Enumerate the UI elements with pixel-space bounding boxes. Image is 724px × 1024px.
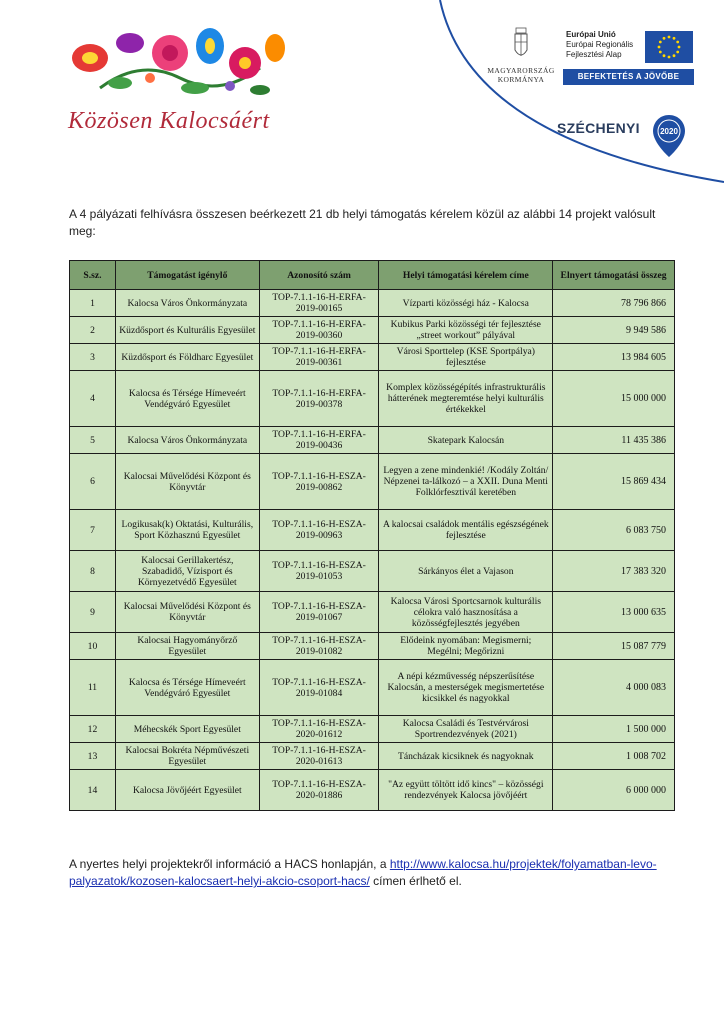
cell-id: TOP-7.1.1-16-H-ERFA-2019-00165: [259, 290, 379, 317]
cell-applicant: Küzdősport és Földharc Egyesület: [115, 344, 259, 371]
cell-number: 13: [70, 743, 116, 770]
table-row: [70, 344, 675, 371]
cell-id: TOP-7.1.1-16-H-ERFA-2019-00361: [259, 344, 379, 371]
cell-amount: 15 869 434: [553, 454, 675, 510]
intro-paragraph: A 4 pályázati felhívásra összesen beérkezett 21 db helyi támogatás kérelem közül az alábbi 14 projekt valósult meg:: [69, 207, 656, 238]
cell-title: Városi Sporttelep (KSE Sportpálya) fejlesztése: [379, 344, 553, 371]
cell-amount: 13 000 635: [553, 592, 675, 633]
header-number: S.sz.: [70, 261, 116, 290]
cell-number: 4: [70, 371, 116, 427]
cell-title: A kalocsai családok mentális egészségének fejlesztése: [379, 510, 553, 551]
eu-flag-icon: [645, 31, 693, 63]
hacs-website-link[interactable]: http://www.kalocsa.hu/projektek/folyamatban-levo-palyazatok/kozosen-kalocsaert-helyi-akcio-csoport-hacs/: [69, 857, 657, 888]
cell-amount: 78 796 866: [553, 290, 675, 317]
cell-id: TOP-7.1.1-16-H-ESZA-2019-01084: [259, 660, 379, 716]
table-header-row: [70, 261, 675, 290]
table-row: [70, 592, 675, 633]
cell-applicant: Kalocsai Művelődési Központ és Könyvtár: [115, 592, 259, 633]
cell-number: 8: [70, 551, 116, 592]
cell-number: 1: [70, 290, 116, 317]
cell-amount: 11 435 386: [553, 427, 675, 454]
cell-applicant: Kalocsai Hagyományőrző Egyesület: [115, 633, 259, 660]
cell-number: 3: [70, 344, 116, 371]
cell-applicant: Kalocsai Művelődési Központ és Könyvtár: [115, 454, 259, 510]
eu-line-1: Európai Unió: [566, 30, 616, 39]
table-row: [70, 371, 675, 427]
cell-id: TOP-7.1.1-16-H-ERFA-2019-00436: [259, 427, 379, 454]
cell-amount: 9 949 586: [553, 317, 675, 344]
table-row: [70, 510, 675, 551]
cell-amount: 6 083 750: [553, 510, 675, 551]
cell-id: TOP-7.1.1-16-H-ERFA-2019-00378: [259, 371, 379, 427]
outro-paragraph: [69, 856, 669, 890]
cell-applicant: Kalocsa és Térsége Hímeveért Vendégváró Egyesület: [115, 660, 259, 716]
cell-applicant: Kalocsai Bokréta Népművészeti Egyesület: [115, 743, 259, 770]
cell-applicant: Kalocsa Város Önkormányzata: [115, 427, 259, 454]
header-title: Helyi támogatási kérelem címe: [379, 261, 553, 290]
table-row: [70, 317, 675, 344]
cell-amount: 17 383 320: [553, 551, 675, 592]
cell-id: TOP-7.1.1-16-H-ESZA-2019-01082: [259, 633, 379, 660]
cell-amount: 15 000 000: [553, 371, 675, 427]
cell-number: 12: [70, 716, 116, 743]
cell-id: TOP-7.1.1-16-H-ESZA-2019-00862: [259, 454, 379, 510]
szechenyi-year: 2020: [660, 127, 678, 136]
invest-banner: BEFEKTETÉS A JÖVŐBE: [563, 69, 694, 85]
cell-amount: 15 087 779: [553, 633, 675, 660]
cell-id: TOP-7.1.1-16-H-ESZA-2020-01613: [259, 743, 379, 770]
cell-amount: 6 000 000: [553, 770, 675, 811]
eu-line-2: Európai Regionális: [566, 40, 634, 49]
cell-id: TOP-7.1.1-16-H-ESZA-2019-01053: [259, 551, 379, 592]
cell-id: TOP-7.1.1-16-H-ESZA-2020-01886: [259, 770, 379, 811]
cell-id: TOP-7.1.1-16-H-ESZA-2019-00963: [259, 510, 379, 551]
cell-number: 10: [70, 633, 116, 660]
header-id: Azonosító szám: [259, 261, 379, 290]
cell-number: 5: [70, 427, 116, 454]
cell-applicant: Kalocsa és Térsége Hímeveért Vendégváró Egyesület: [115, 371, 259, 427]
cell-title: Kubikus Parki közösségi tér fejlesztése „street workout” pályával: [379, 317, 553, 344]
cell-applicant: Logikusak(k) Oktatási, Kulturális, Sport Közhasznú Egyesület: [115, 510, 259, 551]
cell-applicant: Kalocsa Jövőjéért Egyesület: [115, 770, 259, 811]
cell-applicant: Küzdősport és Kulturális Egyesület: [115, 317, 259, 344]
table-row: [70, 551, 675, 592]
table-row: [70, 716, 675, 743]
cell-applicant: Kalocsa Város Önkormányzata: [115, 290, 259, 317]
cell-amount: 4 000 083: [553, 660, 675, 716]
cell-title: Vízparti közösségi ház - Kalocsa: [379, 290, 553, 317]
cell-id: TOP-7.1.1-16-H-ESZA-2020-01612: [259, 716, 379, 743]
government-label: [484, 66, 558, 84]
cell-title: Kalocsa Városi Sportcsarnok kulturális célokra való hasznosítása a közösségfejlesztés jegyében: [379, 592, 553, 633]
gov-line-1: MAGYARORSZÁG: [487, 66, 555, 75]
header-amount: Elnyert támogatási összeg: [553, 261, 675, 290]
cell-title: Sárkányos élet a Vajason: [379, 551, 553, 592]
logo-text: Közösen Kalocsáért: [68, 108, 270, 134]
cell-title: Legyen a zene mindenkié! /Kodály Zoltán/ Népzenei ta-lálkozó – a XXII. Duna Menti Folklórfesztivál keretében: [379, 454, 553, 510]
cell-number: 9: [70, 592, 116, 633]
cell-title: Komplex közösségépítés infrastrukturális hátterének megteremtése helyi kulturális értékekkel: [379, 371, 553, 427]
projects-table: [69, 260, 675, 811]
cell-number: 6: [70, 454, 116, 510]
cell-title: Skatepark Kalocsán: [379, 427, 553, 454]
table-row: [70, 770, 675, 811]
table-row: [70, 427, 675, 454]
cell-amount: 1 008 702: [553, 743, 675, 770]
table-row: [70, 290, 675, 317]
eu-label: [566, 30, 633, 60]
header-applicant: Támogatást igénylő: [115, 261, 259, 290]
cell-title: "Az együtt töltött idő kincs" – közösségi rendezvények Kalocsa jövőjéért: [379, 770, 553, 811]
cell-title: Kalocsa Családi és Testvérvárosi Sportrendezvények (2021): [379, 716, 553, 743]
cell-title: Táncházak kicsiknek és nagyoknak: [379, 743, 553, 770]
cell-applicant: Méhecskék Sport Egyesület: [115, 716, 259, 743]
cell-id: TOP-7.1.1-16-H-ESZA-2019-01067: [259, 592, 379, 633]
cell-number: 11: [70, 660, 116, 716]
cell-number: 7: [70, 510, 116, 551]
cell-amount: 1 500 000: [553, 716, 675, 743]
cell-number: 2: [70, 317, 116, 344]
cell-applicant: Kalocsai Gerillakertész, Szabadidő, Vízisport és Környezetvédő Egyesület: [115, 551, 259, 592]
cell-id: TOP-7.1.1-16-H-ERFA-2019-00360: [259, 317, 379, 344]
table-row: [70, 454, 675, 510]
cell-number: 14: [70, 770, 116, 811]
table-row: [70, 633, 675, 660]
outro-text-after: címen érlhető el.: [369, 874, 462, 888]
szechenyi-2020-pin-icon: [651, 113, 687, 159]
cell-amount: 13 984 605: [553, 344, 675, 371]
cell-title: A népi kézművesség népszerűsítése Kalocsán, a mesterségek megismertetése kicsikkel és nagyokkal: [379, 660, 553, 716]
eu-line-3: Fejlesztési Alap: [566, 50, 622, 59]
coat-of-arms-icon: [508, 26, 534, 64]
gov-line-2: KORMÁNYA: [497, 75, 545, 84]
outro-text-before: A nyertes helyi projektekről információ a HACS honlapján, a: [69, 857, 390, 871]
table-row: [70, 743, 675, 770]
cell-title: Elődeink nyomában: Megismerni; Megélni; Megőrizni: [379, 633, 553, 660]
table-row: [70, 660, 675, 716]
szechenyi-label: SZÉCHENYI: [557, 120, 640, 136]
